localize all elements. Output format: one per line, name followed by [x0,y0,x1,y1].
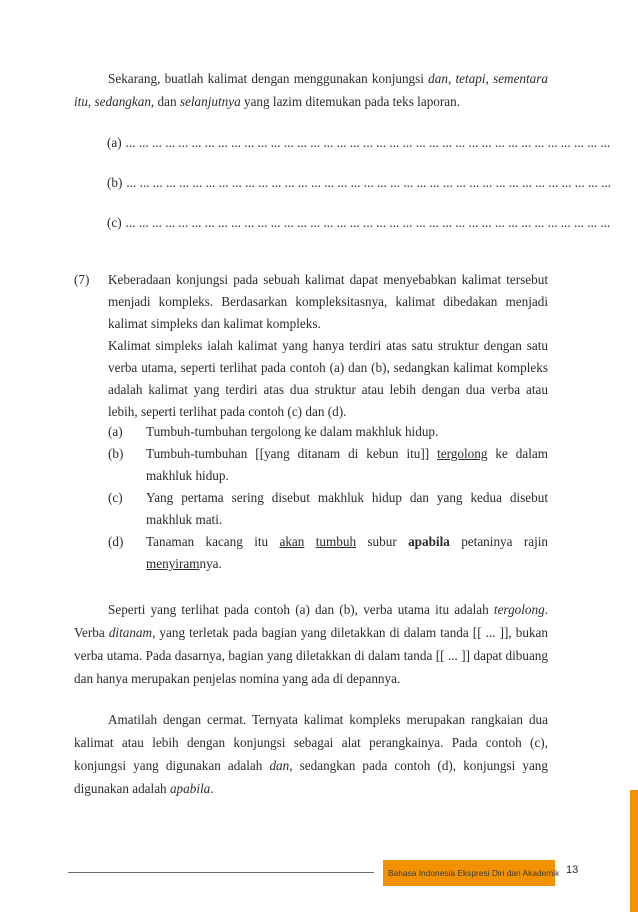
paragraph-text: Seperti yang terlihat pada contoh (a) dan (b), verba utama itu adalah [108,602,494,617]
section7-paragraph-1: Keberadaan konjungsi pada sebuah kalimat dapat menyebabkan kalimat tersebut menjadi kompleks. Berdasarkan kompleksitasnya, kalimat dibedakan menjadi kalimat simpleks dan kalimat kompleks. [108,272,548,331]
explanation-paragraph-1 [74,598,548,690]
example-text: Tumbuh-tumbuhan tergolong ke dalam makhluk hidup. [146,424,439,439]
example-text-part: ke dalam makhluk hidup. [146,446,548,483]
underlined-word: menyiram [146,556,200,571]
footer-rule [68,872,374,873]
answer-line-a [107,133,611,153]
italic-term: tergolong [493,602,545,617]
example-label: (a) [108,424,123,439]
answer-line-c [107,213,611,233]
section-number: (7) [74,272,90,287]
example-label: (d) [108,534,124,549]
page-number: 13 [566,864,579,876]
example-label: (c) [108,490,123,505]
intro-text: Sekarang, buatlah kalimat dengan menggunakan konjungsi [108,71,429,86]
example-text [146,531,548,575]
italic-term: apabila [169,781,211,796]
italic-term: ditanam [108,625,153,640]
intro-text: , [485,71,494,86]
edge-accent-stripe [630,790,638,912]
example-text [146,443,548,487]
example-text-part [304,534,315,549]
example-label: (b) [108,446,124,461]
conjunction-selanjutnya: selanjutnya [179,94,241,109]
example-b [108,443,548,487]
paragraph-text: , sedangkan pada contoh (d), konjungsi yang digunakan adalah [74,758,548,796]
answer-label: (b) [107,175,123,190]
example-text-part: subur [356,534,409,549]
intro-text: dan [154,94,180,109]
intro-text: , [87,94,95,109]
paragraph-text: . [210,781,214,796]
example-text-part: Tumbuh-tumbuhan [[yang ditanam di kebun itu]] [146,446,438,461]
paragraph-text: Amatilah dengan cermat. Ternyata kalimat kompleks merupakan rangkaian dua kalimat atau lebih dengan konjungsi sebagai alat perangkainya. Pada contoh (c), konjungsi yang digunakan adalah [74,712,548,773]
underlined-word: akan [279,534,305,549]
example-text-part: nya. [199,556,222,571]
bold-conjunction: apabila [408,534,450,549]
paragraph-text: , yang terletak pada bagian yang diletakkan di dalam tanda [[ ... ]], bukan verba utama. Pada dasarnya, bagian yang diletakkan di dalam tanda [[ ... ]] dapat dibuang dan hanya merupakan penjelas nomina yang ada di depannya. [74,625,548,686]
example-text-part: Tanaman kacang itu [146,534,280,549]
answer-line-b [107,173,612,193]
example-d [108,531,548,575]
answer-dots: ... ... ... ... ... ... ... ... ... ... ... ... ... ... ... ... ... ... ... ... ... ... ... ... ... ... ... ... ... ... ... ... ... ... ... ... ... [125,215,611,230]
answer-label: (c) [107,215,122,230]
explanation-paragraph-2 [74,708,548,800]
example-a [108,421,548,443]
answer-dots: ... ... ... ... ... ... ... ... ... ... ... ... ... ... ... ... ... ... ... ... ... ... ... ... ... ... ... ... ... ... ... ... ... ... ... ... ... [126,175,612,190]
underlined-word: tumbuh [315,534,357,549]
conjunction-sedangkan: sedangkan, [94,94,155,109]
underlined-verb: tergolong [437,446,488,461]
answer-dots: ... ... ... ... ... ... ... ... ... ... ... ... ... ... ... ... ... ... ... ... ... ... ... ... ... ... ... ... ... ... ... ... ... ... ... ... ... [125,135,611,150]
conjunction-dan: dan [428,71,448,86]
conjunction-tetapi: tetapi [455,71,486,86]
conjunction-sementara-itu: sementara itu [74,71,549,109]
example-c [108,487,548,531]
intro-text: yang lazim ditemukan pada teks laporan. [240,94,461,109]
section7-paragraph-2: Kalimat simpleks ialah kalimat yang hanya terdiri atas satu struktur dengan satu verba utama, seperti terlihat pada contoh (a) dan (b), sedangkan kalimat kompleks adalah kalimat yang terdiri atas dua struktur atau lebih dengan dua verba atau lebih, seperti terlihat pada contoh (c) dan (d). [108,338,548,419]
footer-book-title: Bahasa Indonesia Ekspresi Diri dan Akademik [388,868,560,878]
italic-term: dan [269,758,290,773]
example-text: Yang pertama sering disebut makhluk hidup dan yang kedua disebut makhluk mati. [146,490,548,527]
example-text-part: petaninya rajin [449,534,549,549]
intro-text: , [447,71,456,86]
intro-paragraph [74,67,548,113]
paragraph-text: . Verba [74,602,548,640]
answer-label: (a) [107,135,122,150]
